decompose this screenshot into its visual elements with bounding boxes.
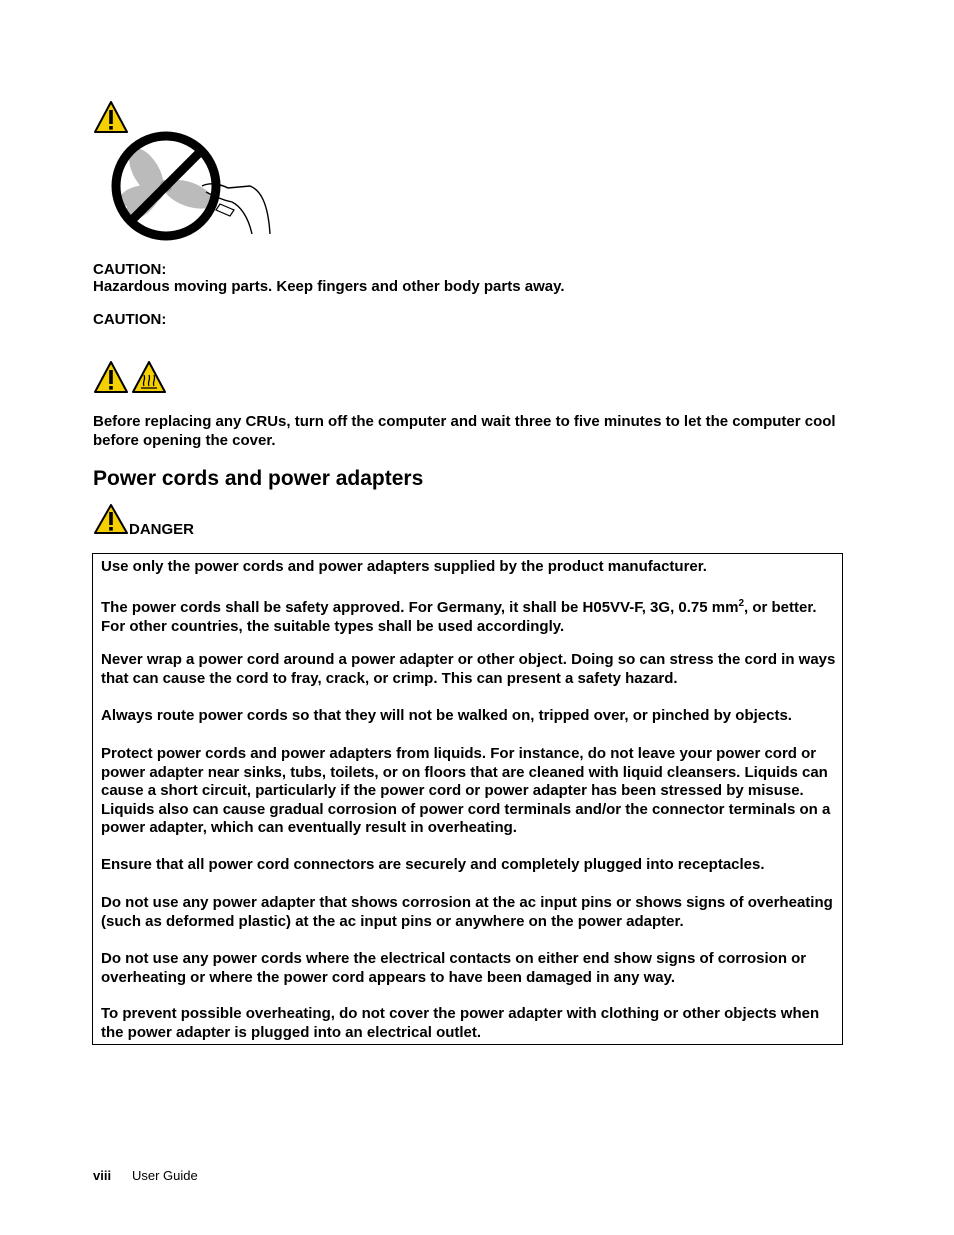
superscript: 2 [738, 598, 744, 609]
danger-paragraph: To prevent possible overheating, do not cover the power adapter with clothing or other objects when the power adapter is plugged into an electrical outlet. [101, 1005, 820, 1041]
hot-surface-icon [131, 360, 167, 394]
warning-triangle-icon [93, 503, 129, 535]
danger-paragraph-text: , or better. For other countries, the suitable types shall be used accordingly. [101, 599, 817, 635]
caution-text: Hazardous moving parts. Keep fingers and other body parts away. [93, 278, 565, 295]
danger-paragraph: Use only the power cords and power adapters supplied by the product manufacturer. [101, 558, 707, 575]
warning-triangle-icon [93, 360, 129, 394]
danger-paragraph: Never wrap a power cord around a power adapter or other object. Doing so can stress the cord in ways that can cause the cord to fray, crack, or crimp. This can present a safety hazard. [101, 651, 836, 687]
danger-paragraph: Do not use any power cords where the electrical contacts on either end show signs of corrosion or overheating or where the power cord appears to have been damaged in any way. [101, 950, 807, 986]
danger-paragraph: Protect power cords and power adapters from liquids. For instance, do not leave your power cord or power adapter near sinks, tubs, toilets, or on floors that are cleaned with liquid cleansers. Liquids can cause a short circuit, particularly if the power cord or power adapter has been stressed by misuse. Liquids also can cause gradual corrosion of power cord terminals and/or the connector terminals on a power adapter, which can eventually result in overheating. [101, 745, 831, 836]
caution-label: CAUTION: [93, 311, 167, 328]
danger-paragraph-text: The power cords shall be safety approved. For Germany, it shall be H05VV-F, 3G, 0.75 mm [101, 599, 739, 616]
page-number: viii [93, 1168, 112, 1183]
caution-label: CAUTION: [93, 261, 167, 278]
warning-triangle-icon [93, 100, 129, 134]
danger-paragraph: Do not use any power adapter that shows corrosion at the ac input pins or shows signs of overheating (such as deformed plastic) at the ac input pins or anywhere on the power adapter. [101, 894, 833, 930]
danger-paragraph [101, 595, 841, 636]
danger-paragraph: Ensure that all power cord connectors are securely and completely plugged into receptacles. [101, 856, 765, 873]
danger-notice-box [92, 553, 843, 1045]
moving-fan-blades-prohibited-icon [110, 130, 275, 242]
caution-text: Before replacing any CRUs, turn off the computer and wait three to five minutes to let the computer cool before opening the cover. [93, 413, 836, 449]
document-title: User Guide [132, 1168, 198, 1183]
danger-paragraph: Always route power cords so that they will not be walked on, tripped over, or pinched by objects. [101, 707, 792, 724]
danger-label: DANGER [129, 521, 195, 538]
section-heading: Power cords and power adapters [93, 467, 424, 490]
